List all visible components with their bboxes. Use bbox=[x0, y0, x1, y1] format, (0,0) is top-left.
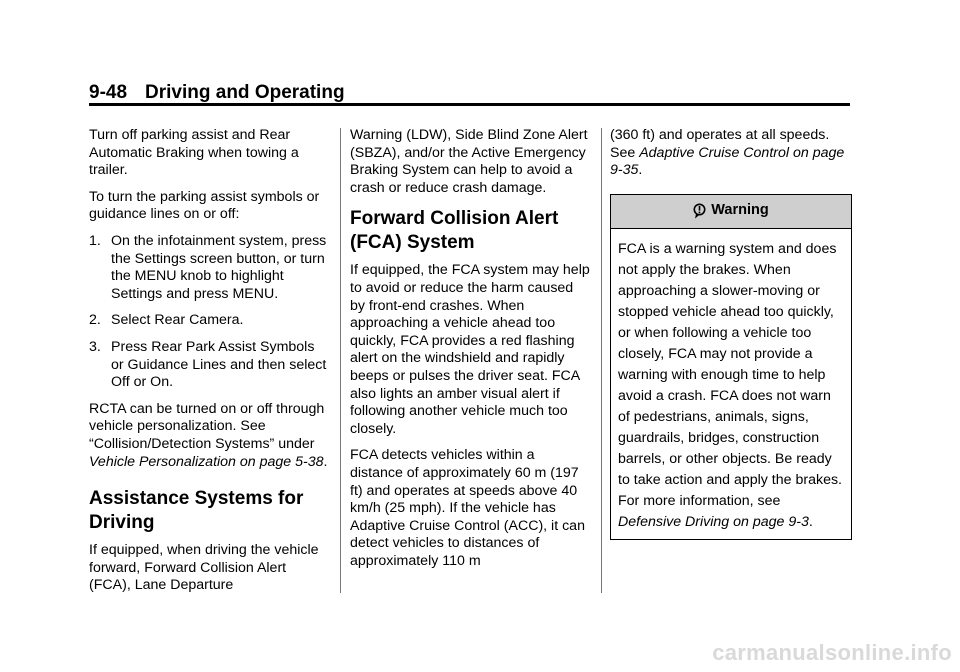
rcta-end: . bbox=[323, 453, 328, 470]
paragraph-if-equipped: If equipped, when driving the vehicle forward, Forward Collision Alert (FCA), Lane Departure bbox=[89, 542, 319, 594]
section-title: Driving and Operating bbox=[145, 82, 345, 103]
page-number: 9-48 bbox=[89, 82, 128, 103]
acc-end: . bbox=[638, 162, 643, 179]
paragraph-fca-distance: FCA detects vehicles within a distance of approximately 60 m (197 ft) and operates at speeds above 40 km/h (25 mph). If the vehicle has Adaptive Cruise Control (ACC), it can detect vehicles to distances of approximately 110 m bbox=[350, 447, 585, 569]
list-item bbox=[89, 339, 329, 392]
list-item bbox=[89, 312, 329, 330]
rcta-text: RCTA can be turned on or off through vehicle personalization. See “Collision/Detection Systems” under bbox=[89, 400, 325, 452]
defensive-driving-link[interactable]: Defensive Driving on page 9-3 bbox=[618, 513, 809, 530]
paragraph-towing: Turn off parking assist and Rear Automatic Braking when towing a trailer. bbox=[89, 127, 299, 179]
warning-end: . bbox=[808, 513, 813, 530]
header-rule bbox=[89, 103, 850, 106]
heading-assistance-systems: Assistance Systems for Driving bbox=[89, 488, 304, 534]
page-header bbox=[89, 82, 345, 104]
paragraph-acc bbox=[610, 127, 855, 180]
column-divider-1 bbox=[340, 128, 341, 593]
heading-fca-system: Forward Collision Alert (FCA) System bbox=[350, 208, 559, 254]
step-text: Press Rear Park Assist Symbols or Guidance Lines and then select Off or On. bbox=[111, 338, 327, 391]
paragraph-symbols-intro: To turn the parking assist symbols or guidance lines on or off: bbox=[89, 188, 320, 223]
warning-box bbox=[610, 194, 852, 540]
warning-header bbox=[611, 195, 851, 229]
paragraph-ldw: Warning (LDW), Side Blind Zone Alert (SBZA), and/or the Active Emergency Braking System can help to avoid a crash or reduce crash damage. bbox=[350, 127, 588, 196]
steps-list bbox=[89, 233, 329, 392]
vehicle-personalization-link[interactable]: Vehicle Personalization on page 5-38 bbox=[89, 453, 324, 470]
warning-title: Warning bbox=[711, 202, 769, 219]
warning-icon bbox=[693, 203, 706, 219]
acc-text: (360 ft) and operates at all speeds. See bbox=[610, 127, 830, 161]
step-number: 1. bbox=[89, 232, 101, 249]
step-number: 3. bbox=[89, 338, 101, 355]
step-text: Select Rear Camera. bbox=[111, 312, 244, 329]
warning-text: FCA is a warning system and does not apply the brakes. When approaching a slower-moving or stopped vehicle ahead too quickly, or when following a vehicle too closely, FCA may not provide a warning with enough time to help avoid a crash. FCA does not warn of pedestrians, animals, signs, guardrails, bridges, construction barrels, or other objects. Be ready to take action and apply the brakes. For more information, see bbox=[618, 240, 842, 509]
list-item bbox=[89, 233, 329, 303]
column-divider-2 bbox=[601, 128, 602, 593]
watermark: carmanualsonline.info bbox=[712, 640, 952, 665]
step-number: 2. bbox=[89, 312, 101, 329]
adaptive-cruise-link[interactable]: Adaptive Cruise Control on page 9-35 bbox=[610, 144, 845, 179]
column-1 bbox=[89, 127, 329, 595]
warning-body bbox=[611, 229, 851, 539]
step-text: On the infotainment system, press the Settings screen button, or turn the MENU knob to highlight Settings and press MENU. bbox=[111, 232, 327, 302]
paragraph-rcta bbox=[89, 401, 329, 471]
column-3 bbox=[610, 127, 855, 540]
column-2 bbox=[350, 127, 590, 570]
paragraph-fca-description: If equipped, the FCA system may help to avoid or reduce the harm caused by front-end crashes. When approaching a vehicle ahead too quickly, FCA provides a red flashing alert on the windshield and rapidly beeps or pulses the driver seat. FCA also lights an amber visual alert if following another vehicle much too closely. bbox=[350, 262, 590, 437]
